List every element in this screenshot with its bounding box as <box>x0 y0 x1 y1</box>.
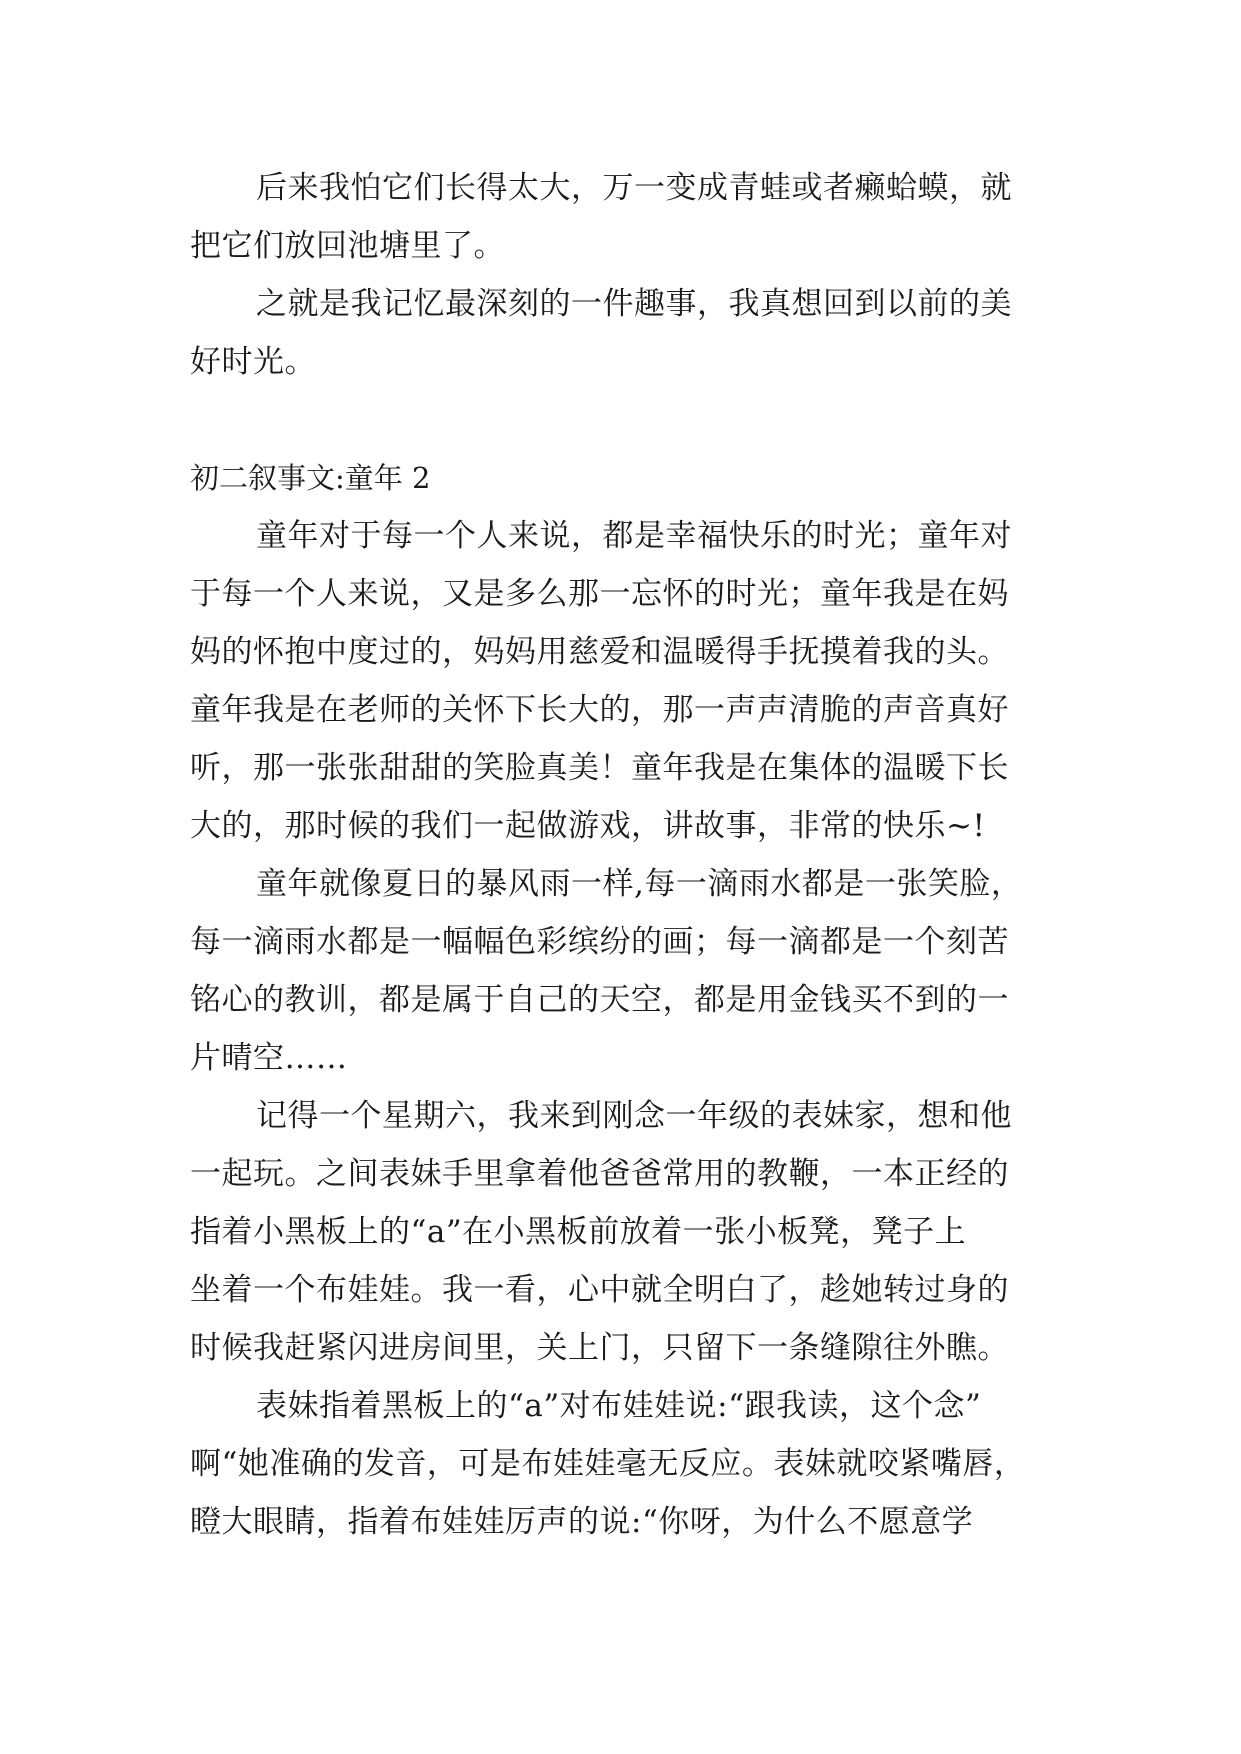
paragraph-line: 表妹指着黑板上的“a”对布娃娃说:“跟我读，这个念” <box>256 1388 982 1424</box>
paragraph-line: 好时光。 <box>190 344 316 380</box>
paragraph-line: 片晴空…… <box>190 1040 348 1076</box>
paragraph-line: 铭心的教训，都是属于自己的天空，都是用金钱买不到的一 <box>190 982 1009 1018</box>
paragraph-line: 后来我怕它们长得太大，万一变成青蛙或者癞蛤蟆，就 <box>256 170 1012 206</box>
paragraph-line: 一起玩。之间表妹手里拿着他爸爸常用的教鞭，一本正经的 <box>190 1156 1009 1192</box>
paragraph-line: 听，那一张张甜甜的笑脸真美！童年我是在集体的温暖下长 <box>190 750 1009 786</box>
paragraph-line: 妈的怀抱中度过的，妈妈用慈爱和温暖得手抚摸着我的头。 <box>190 634 1009 670</box>
paragraph-line: 大的，那时候的我们一起做游戏，讲故事，非常的快乐~! <box>190 808 986 844</box>
paragraph-line: 指着小黑板上的“a”在小黑板前放着一张小板凳，凳子上 <box>190 1214 967 1250</box>
paragraph-line: 坐着一个布娃娃。我一看，心中就全明白了，趁她转过身的 <box>190 1272 1009 1308</box>
section-heading: 初二叙事文:童年 2 <box>190 461 431 495</box>
paragraph-line: 瞪大眼睛，指着布娃娃厉声的说:“你呀，为什么不愿意学 <box>190 1504 974 1540</box>
paragraph-line: 于每一个人来说，又是多么那一忘怀的时光；童年我是在妈 <box>190 576 1009 612</box>
paragraph-line: 童年对于每一个人来说，都是幸福快乐的时光；童年对 <box>256 518 1012 554</box>
paragraph-line: 记得一个星期六，我来到刚念一年级的表妹家，想和他 <box>256 1098 1012 1134</box>
paragraph-line: 童年就像夏日的暴风雨一样,每一滴雨水都是一张笑脸， <box>256 866 1023 902</box>
paragraph-line: 啊“她准确的发音，可是布娃娃毫无反应。表妹就咬紧嘴唇， <box>190 1446 1026 1482</box>
paragraph-line: 童年我是在老师的关怀下长大的，那一声声清脆的声音真好 <box>190 692 1009 728</box>
paragraph-line: 之就是我记忆最深刻的一件趣事，我真想回到以前的美 <box>256 286 1012 322</box>
paragraph-line: 每一滴雨水都是一幅幅色彩缤纷的画；每一滴都是一个刻苦 <box>190 924 1009 960</box>
paragraph-line: 把它们放回池塘里了。 <box>190 228 505 264</box>
paragraph-line: 时候我赶紧闪进房间里，关上门，只留下一条缝隙往外瞧。 <box>190 1330 1009 1366</box>
